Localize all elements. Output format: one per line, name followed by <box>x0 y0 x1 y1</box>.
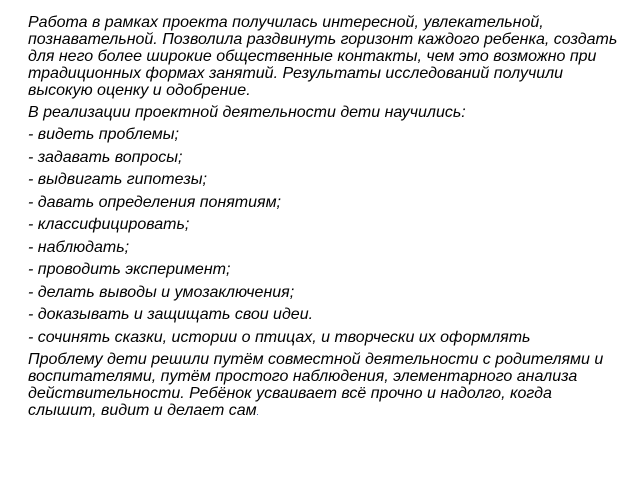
skills-list <box>28 124 620 349</box>
list-heading: В реализации проектной деятельности дети научились: <box>28 104 466 121</box>
list-item: - классифицировать; <box>28 216 190 233</box>
intro-paragraph: Работа в рамках проекта получилась интересной, увлекательной, познавательной. Позволила раздвинуть горизонт каждого ребенка, создать для него более широкие общественные контакты, чем это возможно при традиционных формах занятий. Результаты исследований получили высокую оценку и одобрение. <box>28 14 618 99</box>
document-page <box>28 14 620 425</box>
list-item: - доказывать и защищать свои идеи. <box>28 306 314 323</box>
list-item: - наблюдать; <box>28 238 130 256</box>
list-item: - проводить эксперимент; <box>28 261 231 278</box>
closing-paragraph <box>28 351 620 421</box>
list-item: - делать выводы и умозаключения; <box>28 283 295 301</box>
closing-mark: . <box>256 407 260 417</box>
list-item: - видеть проблемы; <box>28 126 179 143</box>
list-item: - выдвигать гипотезы; <box>28 171 207 188</box>
list-item: - давать определения понятиям; <box>28 193 281 211</box>
list-item: - сочинять сказки, истории о птицах, и творчески их оформлять <box>28 328 531 346</box>
list-item: - задавать вопросы; <box>28 148 183 166</box>
closing-text: Проблему дети решили путём совместной деятельности с родителями и воспитателями, путём простого наблюдения, элементарного анализа действительности. Ребёнок усваивает всё прочно и надолго, когда слышит, видит и делает сам <box>28 351 604 419</box>
